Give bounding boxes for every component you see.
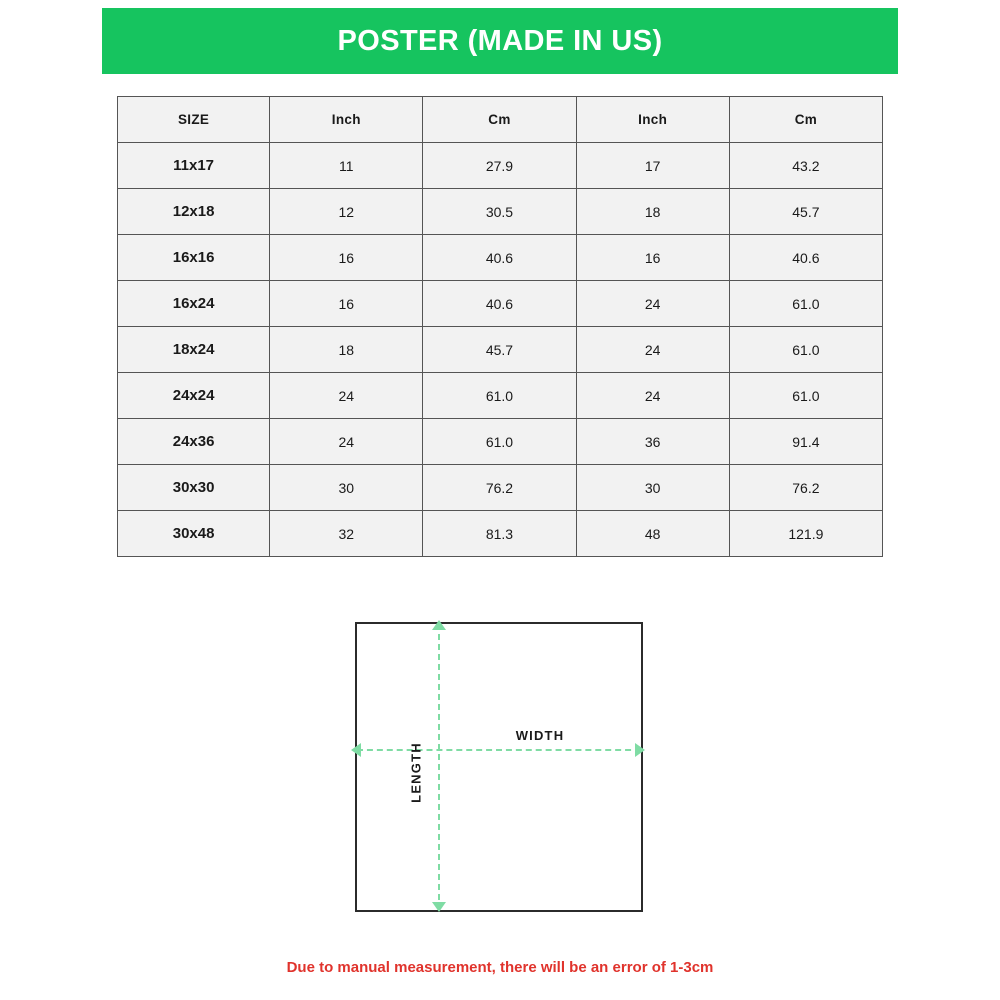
cell-length-inch: 24 [576,373,729,419]
horizontal-guide-line [357,749,641,751]
arrow-right-icon [635,743,645,757]
cell-length-cm: 91.4 [729,419,882,465]
cell-width-cm: 76.2 [423,465,576,511]
diagram-width-label: WIDTH [515,728,565,743]
table-row [118,189,883,235]
cell-size: 11x17 [118,143,270,189]
header-banner [102,8,898,74]
table-row [118,327,883,373]
table-row [118,235,883,281]
arrow-left-icon [351,743,361,757]
cell-length-inch: 16 [576,235,729,281]
cell-width-inch: 24 [270,419,423,465]
table-body [118,143,883,557]
cell-size: 12x18 [118,189,270,235]
cell-width-cm: 30.5 [423,189,576,235]
cell-width-inch: 18 [270,327,423,373]
cell-width-inch: 12 [270,189,423,235]
cell-length-inch: 36 [576,419,729,465]
cell-width-cm: 45.7 [423,327,576,373]
cell-length-cm: 61.0 [729,373,882,419]
column-header-length-cm: Cm [729,97,882,143]
cell-length-inch: 24 [576,281,729,327]
vertical-guide-line [438,624,440,910]
cell-width-cm: 61.0 [423,373,576,419]
cell-width-inch: 16 [270,235,423,281]
page-title: POSTER (MADE IN US) [337,24,663,57]
cell-width-inch: 30 [270,465,423,511]
table-row [118,465,883,511]
measurement-disclaimer: Due to manual measurement, there will be an error of 1-3cm [286,959,714,976]
cell-length-inch: 30 [576,465,729,511]
cell-width-cm: 81.3 [423,511,576,557]
cell-length-cm: 76.2 [729,465,882,511]
cell-width-inch: 11 [270,143,423,189]
arrow-up-icon [432,620,446,630]
cell-width-inch: 24 [270,373,423,419]
cell-width-inch: 32 [270,511,423,557]
column-header-size: SIZE [118,97,270,143]
cell-size: 16x24 [118,281,270,327]
table-row [118,511,883,557]
cell-length-cm: 45.7 [729,189,882,235]
cell-length-cm: 43.2 [729,143,882,189]
table-header-row [118,97,883,143]
cell-length-cm: 121.9 [729,511,882,557]
cell-length-cm: 61.0 [729,327,882,373]
cell-size: 16x16 [118,235,270,281]
cell-width-cm: 40.6 [423,281,576,327]
cell-size: 18x24 [118,327,270,373]
cell-size: 30x48 [118,511,270,557]
column-header-width-cm: Cm [423,97,576,143]
cell-width-cm: 61.0 [423,419,576,465]
table-row [118,143,883,189]
table-header [118,97,883,143]
cell-length-cm: 61.0 [729,281,882,327]
column-header-length-inch: Inch [576,97,729,143]
cell-width-cm: 40.6 [423,235,576,281]
measurement-diagram-outline [355,622,643,912]
cell-length-inch: 48 [576,511,729,557]
table-row [118,281,883,327]
diagram-length-label: LENGTH [408,742,424,803]
table-row [118,419,883,465]
cell-size: 30x30 [118,465,270,511]
cell-size: 24x36 [118,419,270,465]
arrow-down-icon [432,902,446,912]
cell-length-inch: 24 [576,327,729,373]
size-chart-table [117,96,883,557]
table-row [118,373,883,419]
cell-size: 24x24 [118,373,270,419]
cell-length-cm: 40.6 [729,235,882,281]
column-header-width-inch: Inch [270,97,423,143]
cell-width-cm: 27.9 [423,143,576,189]
cell-length-inch: 18 [576,189,729,235]
cell-length-inch: 17 [576,143,729,189]
cell-width-inch: 16 [270,281,423,327]
